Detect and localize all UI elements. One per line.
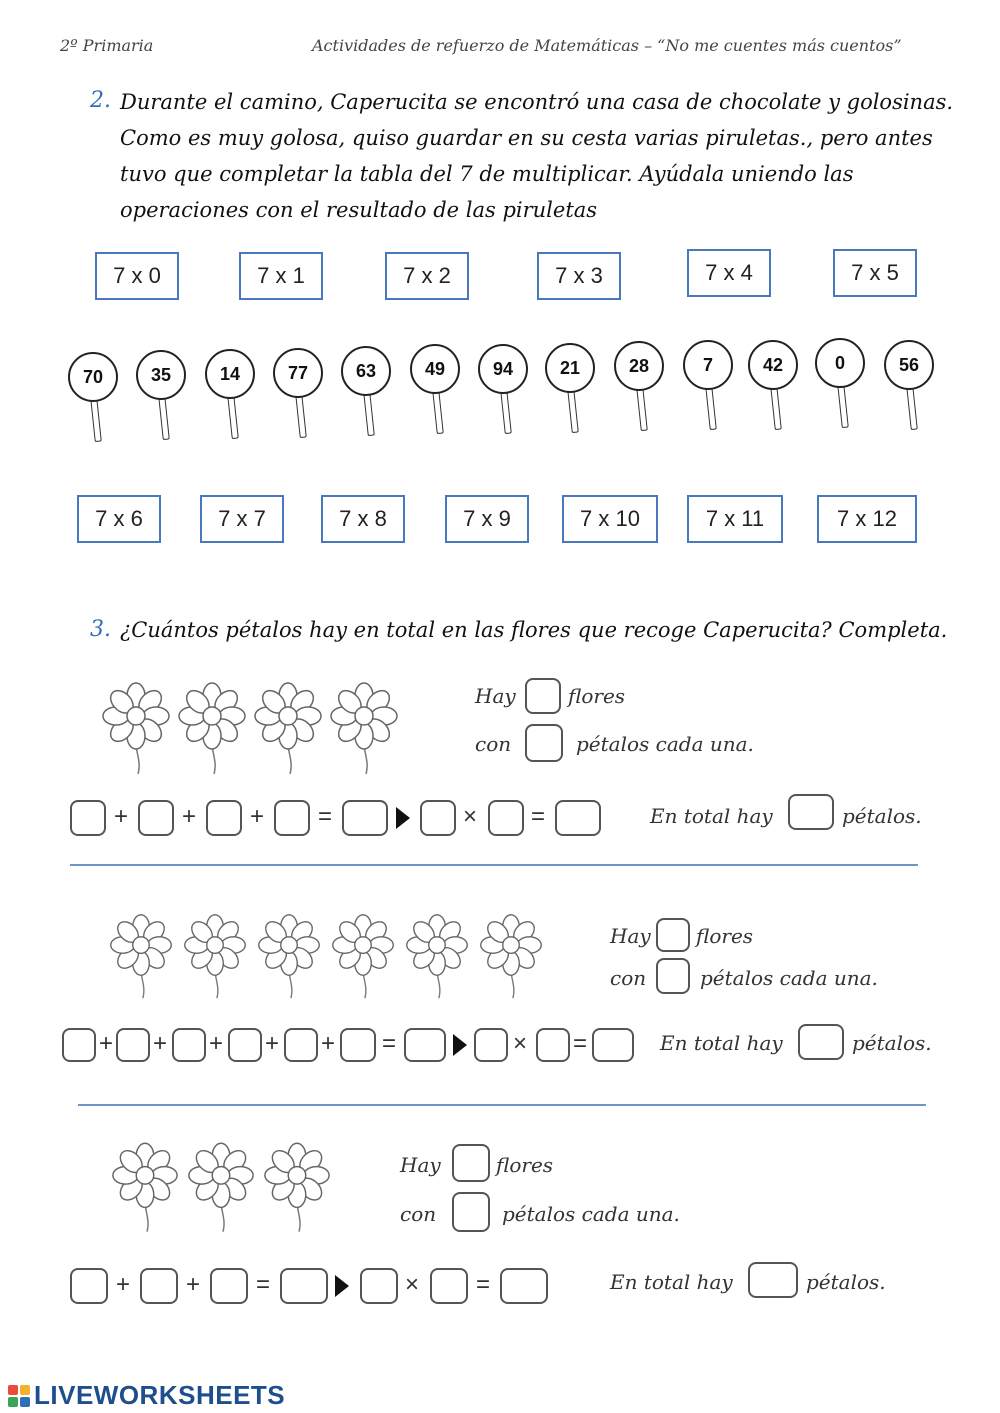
times-sign: × — [463, 803, 478, 830]
answer-box-sum[interactable] — [342, 800, 388, 836]
answer-box[interactable] — [138, 800, 174, 836]
flower-icon — [404, 912, 470, 1000]
answer-box[interactable] — [116, 1028, 150, 1062]
answer-box[interactable] — [70, 1268, 108, 1304]
equals-sign: = — [318, 803, 333, 830]
operation-box[interactable]: 7 x 5 — [833, 249, 917, 297]
logo-text: LIVEWORKSHEETS — [34, 1380, 286, 1410]
times-sign: × — [405, 1271, 420, 1298]
operation-box[interactable]: 7 x 10 — [562, 495, 658, 543]
answer-box-petals[interactable] — [525, 724, 563, 762]
separator-line — [70, 864, 918, 866]
operation-box[interactable]: 7 x 12 — [817, 495, 917, 543]
header-title: Actividades de refuerzo de Matemáticas – “No me cuentes más cuentos” — [312, 36, 902, 55]
lollipop[interactable] — [68, 352, 120, 448]
plus-sign: + — [321, 1030, 336, 1057]
label-con: con — [475, 732, 512, 756]
flower-icon — [252, 680, 324, 776]
logo-mark-icon — [8, 1385, 30, 1407]
lollipop[interactable] — [683, 340, 735, 436]
flower-icon — [262, 1140, 332, 1234]
answer-box[interactable] — [172, 1028, 206, 1062]
label-con: con — [400, 1202, 437, 1226]
lollipop[interactable] — [748, 340, 800, 436]
answer-box-petals[interactable] — [656, 958, 690, 994]
label-petalos-cada: pétalos cada una. — [700, 966, 878, 990]
answer-box-petals[interactable] — [452, 1192, 490, 1232]
answer-box[interactable] — [488, 800, 524, 836]
flower-icon — [328, 680, 400, 776]
lollipop-value: 28 — [614, 341, 664, 391]
lollipop[interactable] — [136, 350, 188, 446]
lollipop[interactable] — [273, 348, 325, 444]
label-petalos-cada: pétalos cada una. — [502, 1202, 680, 1226]
liveworksheets-logo[interactable] — [8, 1380, 285, 1411]
label-petalos: pétalos. — [852, 1031, 932, 1055]
answer-box[interactable] — [430, 1268, 468, 1304]
question-2-number: 2. — [90, 88, 111, 113]
plus-sign: + — [182, 803, 197, 830]
question-2-line-2: Como es muy golosa, quiso guardar en su cesta varias piruletas., pero antes — [120, 126, 933, 150]
lollipop-value: 70 — [68, 352, 118, 402]
lollipop-value: 35 — [136, 350, 186, 400]
operation-box[interactable]: 7 x 3 — [537, 252, 621, 300]
plus-sign: + — [99, 1030, 114, 1057]
flower-icon — [182, 912, 248, 1000]
lollipop[interactable] — [614, 341, 666, 437]
flower-icon — [108, 912, 174, 1000]
lollipop-value: 77 — [273, 348, 323, 398]
answer-box[interactable] — [274, 800, 310, 836]
lollipop[interactable] — [884, 340, 936, 436]
answer-box-flowers[interactable] — [656, 918, 690, 952]
operation-box[interactable]: 7 x 11 — [687, 495, 783, 543]
lollipop[interactable] — [478, 344, 530, 440]
lollipop[interactable] — [410, 344, 462, 440]
answer-box[interactable] — [206, 800, 242, 836]
flower-icon — [330, 912, 396, 1000]
lollipop[interactable] — [545, 343, 597, 439]
question-3-text: ¿Cuántos pétalos hay en total en las flores que recoge Caperucita? Completa. — [120, 618, 948, 642]
answer-box[interactable] — [210, 1268, 248, 1304]
answer-box-sum[interactable] — [404, 1028, 446, 1062]
question-2-line-4: operaciones con el resultado de las piruletas — [120, 198, 598, 222]
equals-sign: = — [476, 1271, 491, 1298]
plus-sign: + — [153, 1030, 168, 1057]
label-flores: flores — [496, 1153, 554, 1177]
answer-box-total[interactable] — [748, 1262, 798, 1298]
label-flores: flores — [696, 924, 754, 948]
answer-box-product[interactable] — [555, 800, 601, 836]
lollipop-value: 14 — [205, 349, 255, 399]
operation-box[interactable]: 7 x 4 — [687, 249, 771, 297]
operation-box[interactable]: 7 x 7 — [200, 495, 284, 543]
times-sign: × — [513, 1030, 528, 1057]
lollipop-value: 94 — [478, 344, 528, 394]
equals-sign: = — [256, 1271, 271, 1298]
flower-icon — [100, 680, 172, 776]
lollipop-value: 0 — [815, 338, 865, 388]
answer-box-total[interactable] — [798, 1024, 844, 1060]
label-hay: Hay — [475, 684, 516, 708]
label-petalos-cada: pétalos cada una. — [576, 732, 754, 756]
answer-box-flowers[interactable] — [452, 1144, 490, 1182]
label-hay: Hay — [400, 1153, 441, 1177]
question-2-line-1: Durante el camino, Caperucita se encontró una casa de chocolate y golosinas. — [120, 90, 954, 114]
operation-box[interactable]: 7 x 0 — [95, 252, 179, 300]
equals-sign: = — [573, 1030, 588, 1057]
separator-line — [78, 1104, 926, 1106]
question-3-number: 3. — [90, 617, 111, 642]
answer-box[interactable] — [228, 1028, 262, 1062]
operation-box[interactable]: 7 x 8 — [321, 495, 405, 543]
equals-sign: = — [382, 1030, 397, 1057]
flower-icon — [256, 912, 322, 1000]
operation-box[interactable]: 7 x 6 — [77, 495, 161, 543]
flower-icon — [176, 680, 248, 776]
answer-box[interactable] — [536, 1028, 570, 1062]
operation-box[interactable]: 7 x 9 — [445, 495, 529, 543]
answer-box[interactable] — [62, 1028, 96, 1062]
plus-sign: + — [250, 803, 265, 830]
operation-box[interactable]: 7 x 1 — [239, 252, 323, 300]
label-con: con — [610, 966, 647, 990]
answer-box[interactable] — [420, 800, 456, 836]
lollipop-value: 49 — [410, 344, 460, 394]
lollipop[interactable] — [205, 349, 257, 445]
header-grade: 2º Primaria — [60, 36, 154, 55]
question-2-line-3: tuvo que completar la tabla del 7 de multiplicar. Ayúdala uniendo las — [120, 162, 854, 186]
arrow-right-icon — [396, 807, 410, 829]
arrow-right-icon — [453, 1034, 467, 1056]
answer-box-flowers[interactable] — [525, 678, 561, 714]
answer-box-total[interactable] — [788, 794, 834, 830]
answer-box[interactable] — [360, 1268, 398, 1304]
answer-box-product[interactable] — [500, 1268, 548, 1304]
plus-sign: + — [265, 1030, 280, 1057]
label-petalos: pétalos. — [806, 1270, 886, 1294]
plus-sign: + — [209, 1030, 224, 1057]
lollipop[interactable] — [815, 338, 867, 434]
answer-box[interactable] — [284, 1028, 318, 1062]
lollipop-value: 7 — [683, 340, 733, 390]
lollipop-value: 56 — [884, 340, 934, 390]
plus-sign: + — [116, 1271, 131, 1298]
answer-box[interactable] — [474, 1028, 508, 1062]
label-petalos: pétalos. — [842, 804, 922, 828]
answer-box-product[interactable] — [592, 1028, 634, 1062]
plus-sign: + — [114, 803, 129, 830]
flower-icon — [186, 1140, 256, 1234]
lollipop[interactable] — [341, 346, 393, 442]
equals-sign: = — [531, 803, 546, 830]
answer-box[interactable] — [140, 1268, 178, 1304]
plus-sign: + — [186, 1271, 201, 1298]
lollipop-value: 63 — [341, 346, 391, 396]
label-hay: Hay — [610, 924, 651, 948]
label-en-total: En total hay — [650, 804, 773, 828]
label-en-total: En total hay — [660, 1031, 783, 1055]
answer-box-sum[interactable] — [280, 1268, 328, 1304]
label-flores: flores — [568, 684, 626, 708]
flower-icon — [478, 912, 544, 1000]
flower-icon — [110, 1140, 180, 1234]
operation-box[interactable]: 7 x 2 — [385, 252, 469, 300]
lollipop-value: 42 — [748, 340, 798, 390]
lollipop-value: 21 — [545, 343, 595, 393]
answer-box[interactable] — [340, 1028, 376, 1062]
label-en-total: En total hay — [610, 1270, 733, 1294]
arrow-right-icon — [335, 1275, 349, 1297]
answer-box[interactable] — [70, 800, 106, 836]
